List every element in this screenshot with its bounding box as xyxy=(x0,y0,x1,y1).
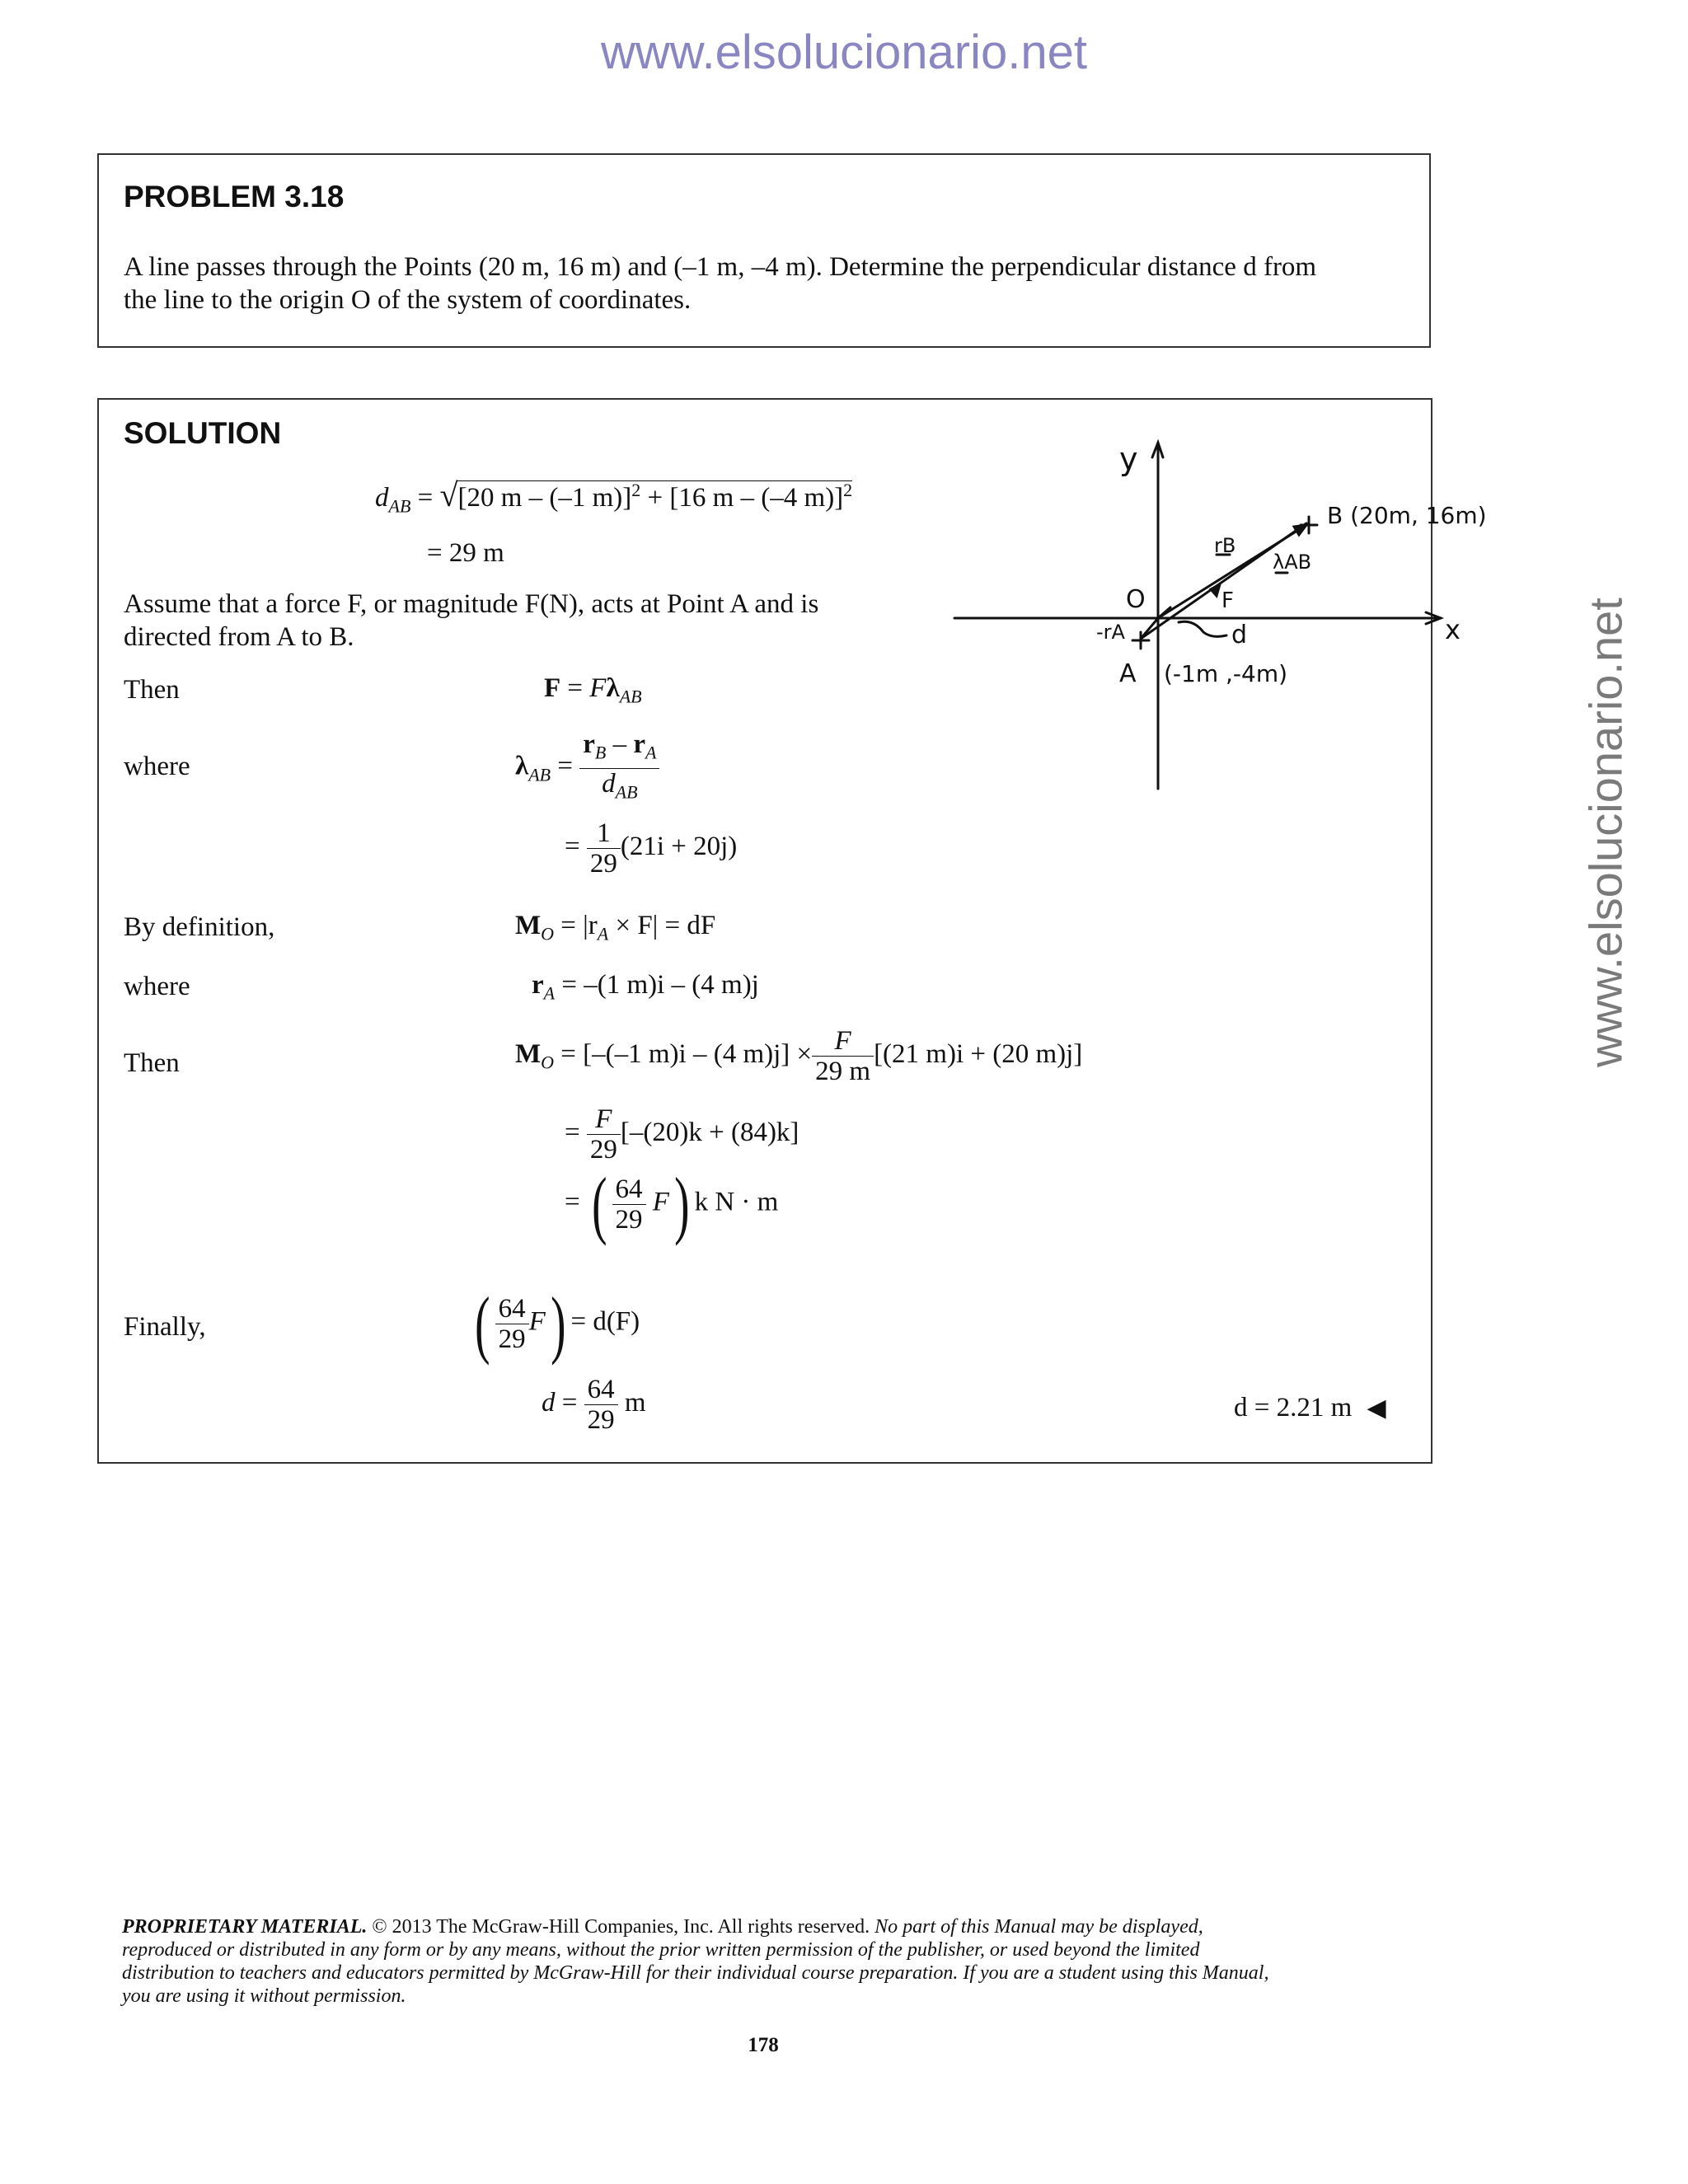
label-finally: Finally, xyxy=(124,1312,206,1342)
frac-num-1: 1 xyxy=(587,818,621,849)
force-magnitude: F xyxy=(589,673,607,703)
sqrt-sign: √ xyxy=(439,476,458,513)
paren-open-1: ( xyxy=(592,1162,607,1246)
frac-29-4: 29 xyxy=(498,1324,526,1354)
radicand-b: + [16 m – (–4 m)] xyxy=(640,483,844,513)
frac-29-3: 29 xyxy=(615,1204,643,1235)
lambda-sub: AB xyxy=(619,686,642,707)
unit-m: m xyxy=(624,1388,646,1418)
mo-expr-a: = [–(–1 m)i – (4 m)j] × xyxy=(560,1039,813,1070)
eq-mo-step3: = ( $\frac{64}{29}$ F) k N · m xyxy=(565,1162,779,1246)
d-symbol: d xyxy=(542,1388,556,1418)
diagram-rb-label: rB xyxy=(1214,534,1236,557)
eq-lambda: $\lambda_{AB}$ = $\frac{r_B - r_A}{d_{AB}}$ xyxy=(515,729,659,807)
lambda-symbol: λ xyxy=(606,673,620,703)
solution-title: SOLUTION xyxy=(124,416,282,450)
label-then-2: Then xyxy=(124,1048,180,1078)
diagram-f-label: F xyxy=(1221,588,1234,613)
problem-text-line2: the line to the origin O of the system of coordinates. xyxy=(124,285,692,315)
mo-symbol: M xyxy=(515,911,542,940)
eq-final xyxy=(470,1282,640,1366)
force-vector-f: F xyxy=(544,673,561,703)
mo-expr-b: [(21 m)i + (20 m)j] xyxy=(874,1039,1083,1070)
footer-line1-rest: No part of this Manual may be displayed, xyxy=(874,1916,1203,1938)
paren-close-2: ) xyxy=(550,1282,566,1366)
label-where-1: where xyxy=(124,752,190,781)
frac-64-c: 64 xyxy=(584,1375,618,1405)
footer-lead: PROPRIETARY MATERIAL. xyxy=(122,1916,368,1938)
eq-dab-lhs-sub: AB xyxy=(388,495,411,517)
64-over-29-b xyxy=(495,1294,529,1354)
diagram-origin-label: O xyxy=(1126,585,1146,614)
eq-mo-expanded: $M_O = [-(-1$ m)i – (4 m)j] × $\frac{F}{29 m}$ [(21 m)i + (20 m)j] xyxy=(515,1026,1083,1086)
eq-dab-equals: = xyxy=(417,483,434,513)
footer-notice xyxy=(122,1915,1404,2008)
eq-dab xyxy=(375,476,852,518)
frac-f: F xyxy=(812,1026,874,1057)
eq-ra: $r_A = -(1$ m)i – (4 m)j xyxy=(532,970,759,1004)
ra-symbol: r xyxy=(532,970,544,1000)
lambda-frac-den: $d_{AB}$ xyxy=(602,768,638,803)
paren-open-2: ( xyxy=(475,1282,490,1366)
coordinate-diagram xyxy=(931,433,1508,812)
frac-29-5: 29 xyxy=(587,1405,615,1435)
frac-64-b: 64 xyxy=(495,1294,529,1324)
problem-box xyxy=(97,153,1431,348)
eq-dab-lhs: d xyxy=(375,483,389,513)
eq-mo-def: $M_O = |r_A \times F|$ = dF xyxy=(515,911,716,944)
watermark-side-text: www.elsolucionario.net xyxy=(1579,598,1632,1067)
mo-def-a: = |r xyxy=(560,911,598,940)
answer xyxy=(1234,1393,1386,1423)
diagram-y-label: y xyxy=(1119,441,1138,477)
lambda-frac-num: $r_B - r_A$ xyxy=(579,729,659,769)
eq-lambda-value: = $\frac{1}{29}$ (21i + 20j) xyxy=(565,818,738,879)
diagram-d-label: d xyxy=(1231,621,1248,649)
eq-d: d = $\frac{64}{29}$ m xyxy=(542,1375,646,1435)
f-over-29 xyxy=(587,1104,621,1165)
radicand-a: [20 m – (–1 m)] xyxy=(457,483,632,513)
64-over-29 xyxy=(612,1174,646,1235)
diagram-x-label: x xyxy=(1445,614,1461,645)
footer-line-3: distribution to teachers and educators permitted by McGraw-Hill for their individual course preparation. If you are a student using this Manual, xyxy=(122,1962,1269,1984)
problem-title: PROBLEM 3.18 xyxy=(124,180,345,213)
paren-close-1: ) xyxy=(674,1162,690,1246)
label-by-definition: By definition, xyxy=(124,912,275,942)
ra-expr: = –(1 m)i – (4 m)j xyxy=(561,970,759,1000)
assume-line2: directed from A to B. xyxy=(124,622,354,652)
eq-d-f: = d(F) xyxy=(570,1306,640,1337)
frac-f-2: F xyxy=(587,1104,621,1135)
d-leader xyxy=(1179,621,1226,636)
diagram-ra-label: -rA xyxy=(1096,621,1125,644)
answer-triangle-icon: ◀ xyxy=(1367,1394,1386,1422)
frac-den-29: 29 xyxy=(589,849,617,879)
footer-line-2: reproduced or distributed in any form or by any means, without the prior written permission of the publisher, or used beyond the limited xyxy=(122,1939,1200,1961)
frac-29m: 29 m xyxy=(815,1057,871,1086)
footer-line-4: you are using it without permission. xyxy=(122,1985,406,2007)
footer-copyright: © 2013 The McGraw-Hill Companies, Inc. All rights reserved. xyxy=(367,1916,875,1938)
diagram-a-label: A xyxy=(1119,659,1137,688)
f-over-29m xyxy=(812,1026,874,1086)
label-then-1: Then xyxy=(124,675,180,705)
assume-line1: Assume that a force F, or magnitude F(N), acts at Point A and is xyxy=(124,589,819,619)
lambda-fraction xyxy=(579,729,659,807)
solution-box xyxy=(97,398,1487,1464)
diagram-a-coord: (-1m ,-4m) xyxy=(1164,660,1288,687)
step2-expr: [–(20)k + (84)k] xyxy=(620,1118,799,1148)
label-where-2: where xyxy=(124,972,190,1001)
lambda-lhs-sub: AB xyxy=(528,764,551,785)
watermark-top: www.elsolucionario.net xyxy=(601,26,1087,79)
eq-dab-result: = 29 m xyxy=(427,538,504,568)
page-number: 178 xyxy=(748,2034,779,2056)
lambda-paren-expr: (21i + 20j) xyxy=(620,832,738,862)
frac-64: 64 xyxy=(612,1174,646,1205)
f-symbol-4: F xyxy=(528,1306,546,1337)
unit-newton-meter: k N · m xyxy=(694,1187,779,1217)
64-over-29-c xyxy=(584,1375,618,1435)
mo-def-b: × F| = dF xyxy=(608,911,716,940)
footer-line-1 xyxy=(122,1915,1404,1938)
sqrt-radicand xyxy=(457,480,852,513)
f-arrowhead xyxy=(1211,584,1220,596)
diagram-lambda-label: λAB xyxy=(1273,551,1312,574)
diagram-b-coord: B (20m, 16m) xyxy=(1327,502,1487,529)
one-over-29 xyxy=(587,818,621,879)
lambda-lhs: λ xyxy=(515,751,529,781)
radicand-b-exp: 2 xyxy=(843,480,853,500)
frac-29-2: 29 xyxy=(589,1135,617,1165)
eq-force: $F = F\lambda_{AB}$ xyxy=(544,673,642,707)
f-symbol-3: F xyxy=(652,1187,669,1217)
problem-text-line1: A line passes through the Points (20 m, 16 m) and (–1 m, –4 m). Determine the perpendicular distance d from xyxy=(124,252,1317,282)
eq-mo-step2: = $\frac{F}{29}$ [–(20)k + (84)k] xyxy=(565,1104,799,1165)
answer-text: d = 2.21 m xyxy=(1234,1393,1353,1422)
radicand-a-exp: 2 xyxy=(631,480,641,500)
mo-symbol-2: M xyxy=(515,1039,542,1070)
